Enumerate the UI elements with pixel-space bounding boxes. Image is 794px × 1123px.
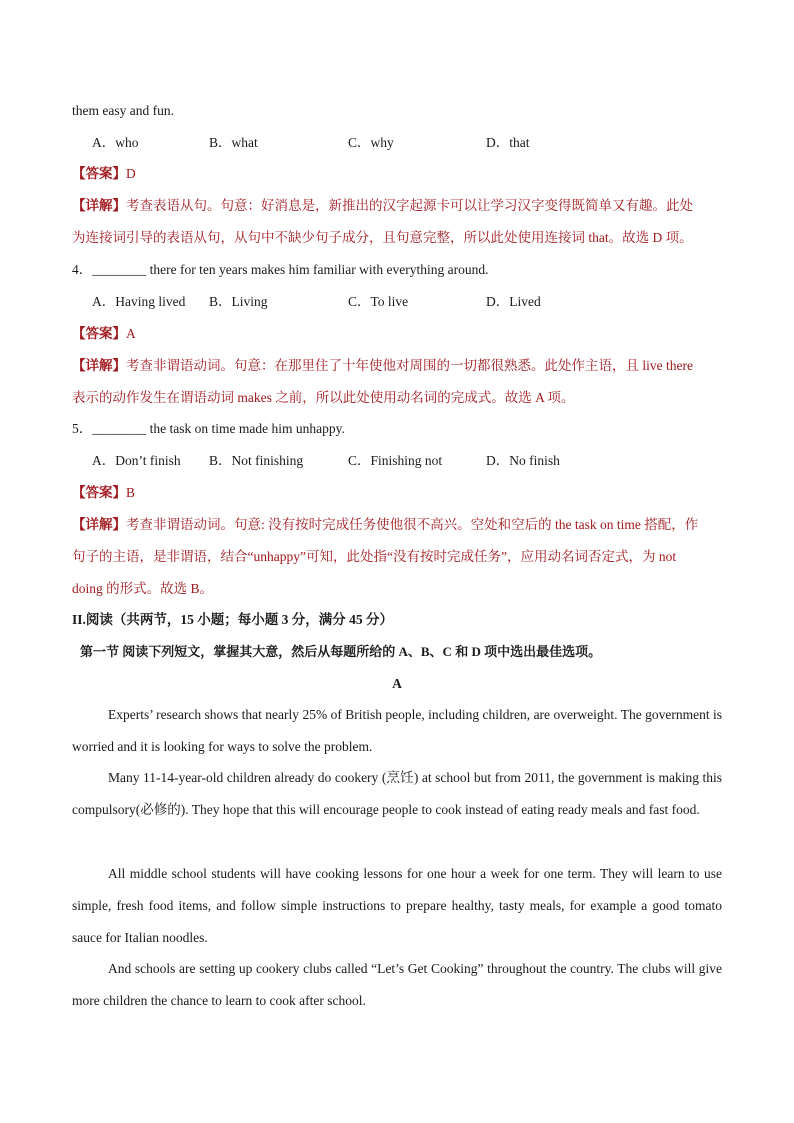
- section1-title: 第一节 阅读下列短文，掌握其大意，然后从每题所给的 A、B、C 和 D 项中选出最佳选项。: [80, 644, 602, 659]
- q3-options: [92, 134, 732, 152]
- q4-option-c: C．To live: [348, 294, 409, 309]
- q5-detail-text-1: 考查非谓语动词。句意: 没有按时完成任务使他很不高兴。空处和空后的 the task on time 搭配，作: [126, 517, 699, 532]
- paragraph-4: [72, 953, 722, 1017]
- q4-option-d: D．Lived: [486, 294, 541, 309]
- paragraph-3: [72, 858, 722, 954]
- q5-option-a: A．Don’t finish: [92, 453, 181, 468]
- q3-answer-tag: 【答案】: [72, 166, 126, 181]
- paragraph-2: [72, 762, 722, 826]
- q3-option-d: D．that: [486, 135, 530, 150]
- q3-detail-text-1: 考查表语从句。句意：好消息是，新推出的汉字起源卡可以让学习汉字变得既简单又有趣。此处: [126, 198, 693, 213]
- q3-detail-line-2: 为连接词引导的表语从句，从句中不缺少句子成分，且句意完整，所以此处使用连接词 that。故选 D 项。: [72, 230, 693, 245]
- paragraph-1-text: Experts’ research shows that nearly 25% of British people, including children, are overweight. The government is worried and it is looking for ways to solve the problem.: [72, 707, 722, 754]
- q4-option-b: B．Living: [209, 294, 268, 309]
- q4-detail-text-1: 考查非谓语动词。句意：在那里住了十年使他对周围的一切都很熟悉。此处作主语，且 live there: [126, 358, 693, 373]
- q5-option-d: D．No finish: [486, 453, 560, 468]
- q5-answer: [72, 484, 135, 502]
- q5-answer-value: B: [126, 485, 136, 500]
- paragraph-2-text: Many 11-14-year-old children already do cookery (烹饪) at school but from 2011, the government is making this compulsory(必修的). They hope that this will encourage people to cook instead of eating ready meals and fast food.: [72, 770, 722, 817]
- q5-option-c: C．Finishing not: [348, 453, 443, 468]
- q5-detail-line-1: [72, 516, 698, 534]
- q5-detail-tag: 【详解】: [72, 517, 126, 532]
- q5-stem: 5．________ the task on time made him unhappy.: [72, 421, 345, 436]
- q3-answer-value: D: [126, 166, 136, 181]
- passage-label: A: [392, 676, 402, 691]
- q3-detail-line-1: [72, 197, 693, 215]
- q3-option-b: B．what: [209, 135, 258, 150]
- q4-option-a: A．Having lived: [92, 294, 186, 309]
- paragraph-4-text: And schools are setting up cookery clubs called “Let’s Get Cooking” throughout the country. The clubs will give more children the chance to learn to cook after school.: [72, 961, 722, 1008]
- paragraph-3-text: All middle school students will have cooking lessons for one hour a week for one term. They will learn to use simple, fresh food items, and follow simple instructions to prepare healthy, tasty meals, for example a good tomato sauce for Italian noodles.: [72, 866, 722, 945]
- q4-answer-tag: 【答案】: [72, 326, 126, 341]
- q5-detail-line-2: 句子的主语，是非谓语，结合“unhappy”可知，此处指“没有按时完成任务”，应用动名词否定式，为 not: [72, 549, 677, 564]
- q4-answer: [72, 325, 136, 343]
- q3-answer: [72, 165, 136, 183]
- q3-option-a: A．who: [92, 135, 139, 150]
- q4-detail-line-2: 表示的动作发生在谓语动词 makes 之前，所以此处使用动名词的完成式。故选 A 项。: [72, 390, 575, 405]
- q5-options: [92, 452, 732, 470]
- q5-answer-tag: 【答案】: [72, 485, 126, 500]
- q4-answer-value: A: [126, 326, 136, 341]
- q4-detail-tag: 【详解】: [72, 358, 126, 373]
- section-title: II.阅读（共两节，15 小题；每小题 3 分，满分 45 分）: [72, 612, 394, 627]
- q3-option-c: C．why: [348, 135, 394, 150]
- paragraph-1: [72, 699, 722, 763]
- q4-stem: 4．________ there for ten years makes him familiar with everything around.: [72, 262, 489, 277]
- q4-options: [92, 293, 732, 311]
- q5-detail-line-3: doing 的形式。故选 B。: [72, 581, 214, 596]
- q3-detail-tag: 【详解】: [72, 198, 126, 213]
- q4-detail-line-1: [72, 357, 693, 375]
- q3-stem-tail: them easy and fun.: [72, 103, 174, 118]
- q5-option-b: B．Not finishing: [209, 453, 304, 468]
